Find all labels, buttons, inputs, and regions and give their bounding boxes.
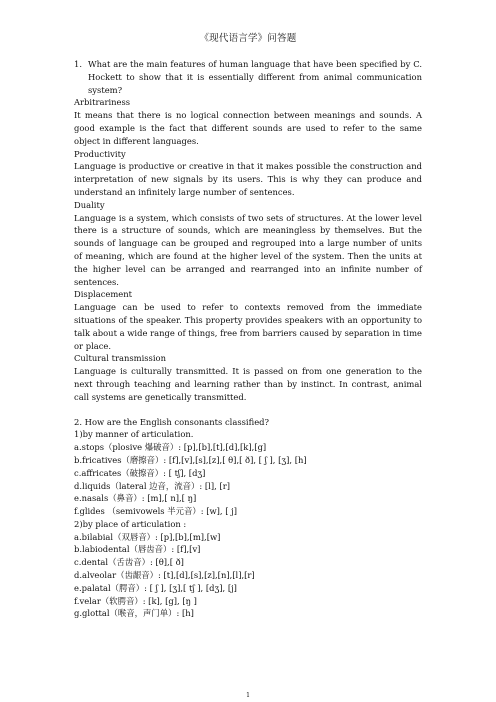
section-heading: Displacement (74, 289, 133, 300)
document-title: 《现代语言学》问答题 (199, 33, 297, 44)
section-text: Language is culturally transmitted. It is passed on from one generation to the next through teaching and learning rather than by instinct. In contrast, animal call systems are genetically transmitted. (74, 366, 422, 402)
manner-item: e.nasals（鼻音）: [m],[ n],[ ŋ] (74, 493, 197, 504)
section-text: It means that there is no logical connection between meanings and sounds. A good example is the fact that different sounds are used to refer to the same object in different languages. (74, 110, 422, 146)
place-item: c.dental（舌齿音）: [θ],[ ð] (74, 557, 184, 568)
place-item: f.velar（软腭音）: [k], [g], [ŋ ] (74, 595, 197, 606)
section-heading: Arbitrariness (74, 97, 131, 108)
manner-item: c.affricates（破擦音）: [ tʃ], [dʒ] (74, 467, 206, 478)
question-1-text: What are the main features of human language that have been specified by C. Hockett to show that it is essentially different from animal communication system? (88, 59, 422, 95)
page-number: 1 (246, 692, 250, 699)
section-heading: Duality (74, 199, 105, 210)
document-body (74, 58, 422, 620)
section-text: Language can be used to refer to contexts removed from the immediate situations of the speaker. This property provides speakers with an opportunity to talk about a wide range of things, free from barriers caused by separation in time or place. (74, 302, 422, 351)
question-1-number: 1. (74, 59, 82, 69)
manner-item: f.glides （semivowels 半元音）: [w], [ j] (74, 506, 238, 517)
place-item: b.labiodental（唇齿音）: [f],[v] (74, 544, 201, 555)
place-heading: 2)by place of articulation : (74, 518, 187, 529)
section-heading: Productivity (74, 148, 126, 159)
section-text: Language is productive or creative in that it makes possible the construction and interpretation of new signals by its users. This is why they can produce and understand an infinitely large number of sentences. (74, 161, 422, 197)
spacer (74, 404, 422, 416)
question-2-title: 2. How are the English consonants classified? (74, 416, 270, 427)
section-text: Language is a system, which consists of two sets of structures. At the lower level there is a structure of sounds, which are meaningless by themselves. But the sounds of language can be grouped and regrouped into a large number of units of meaning, which are found at the higher level of the system. Then the units at the higher level can be arranged and rearranged into an infinite number of sentences. (74, 212, 422, 287)
manner-item: a.stops（plosive 爆破音）: [p],[b],[t],[d],[k],[g] (74, 442, 267, 453)
manner-item: b.fricatives（磨擦音）: [f],[v],[s],[z],[ θ],[ ð], [ ʃ ], [ʒ], [h] (74, 454, 307, 465)
manner-item: d.liquids（lateral 边音，流音）: [l], [r] (74, 480, 230, 491)
section-heading: Cultural transmission (74, 353, 166, 364)
place-item: a.bilabial（双唇音）: [p],[b],[m],[w] (74, 531, 221, 542)
place-item: e.palatal（腭音）: [ ʃ ], [ʒ],[ tʃ ], [dʒ], [j] (74, 582, 237, 593)
question-1 (74, 58, 422, 96)
place-item: g.glottal（喉音，声门单）: [h] (74, 608, 194, 619)
place-item: d.alveolar（齿龈音）: [t],[d],[s],[z],[n],[l],[r] (74, 570, 255, 581)
manner-heading: 1)by manner of articulation. (74, 429, 194, 440)
